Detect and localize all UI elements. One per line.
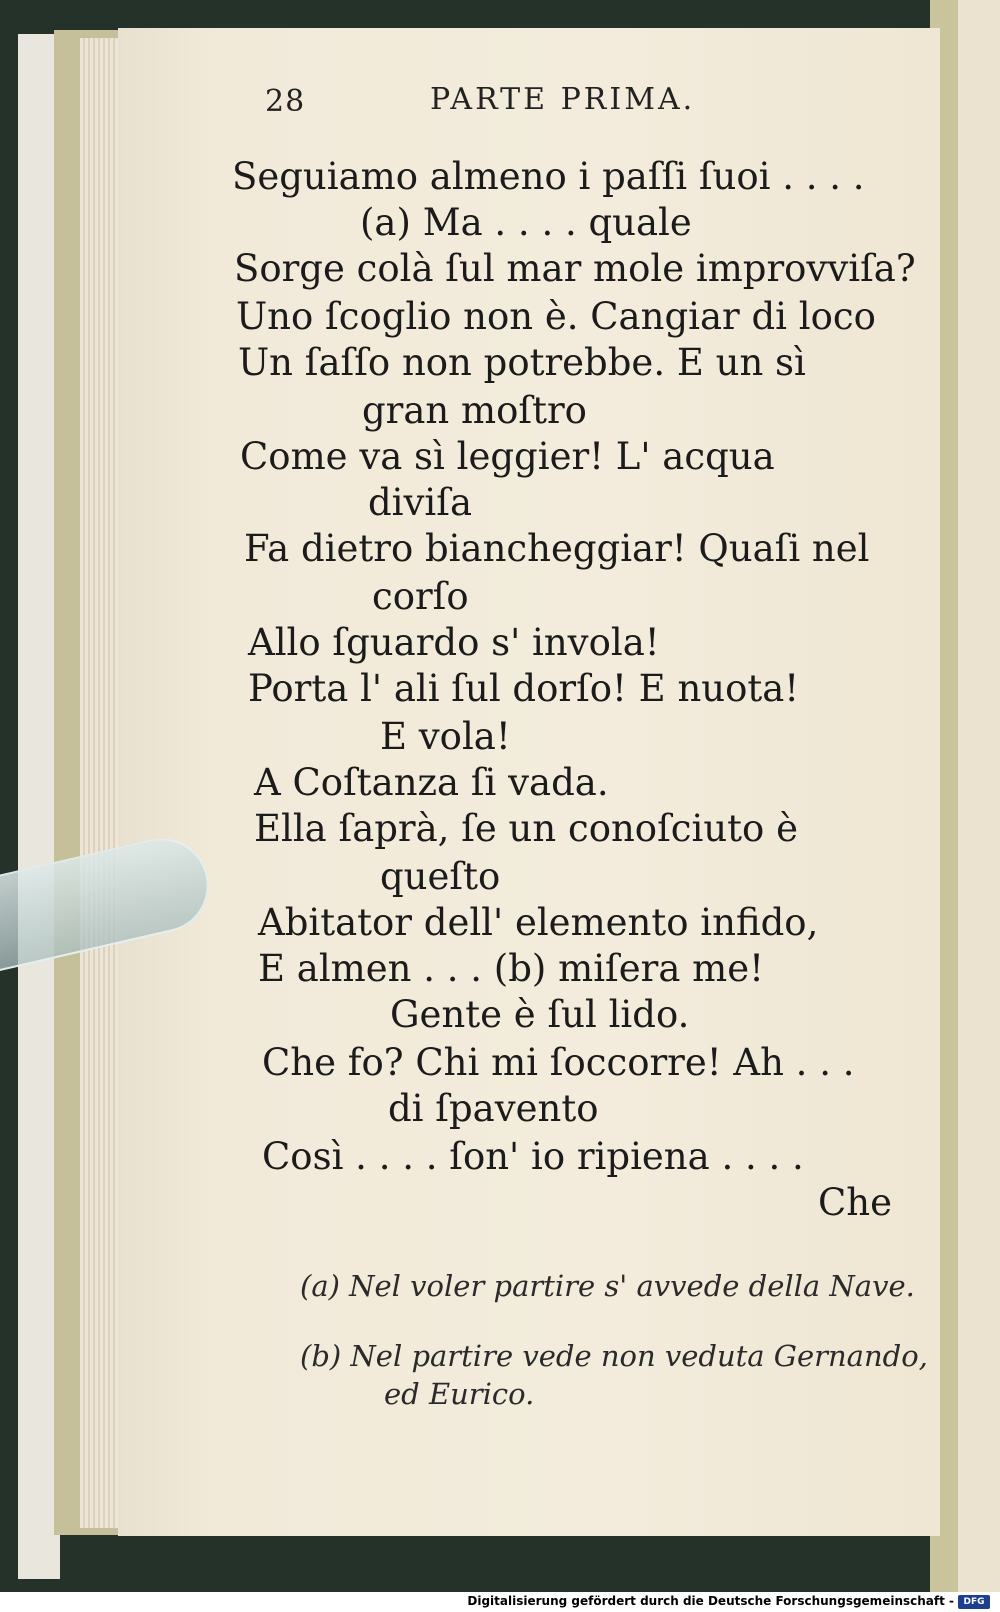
verse-line: Che fo? Chi mi ſoccorre! Ah . . .	[262, 1041, 855, 1084]
verse-line: Ella ſaprà, ſe un conoſciuto è	[254, 807, 798, 850]
verse-line: Come va sì leggier! L' acqua	[240, 435, 775, 478]
verse-line: corſo	[372, 575, 469, 618]
catchword: Che	[818, 1181, 893, 1224]
verse-line: di ſpavento	[388, 1087, 599, 1130]
verse-line: Fa dietro biancheggiar! Quaſi nel	[244, 527, 870, 570]
verse-line: Gente è ſul lido.	[390, 993, 690, 1036]
running-title: PARTE PRIMA.	[430, 82, 696, 117]
verse-line: (a) Ma . . . . quale	[360, 201, 692, 244]
verse-line: Così . . . . ſon' io ripiena . . . .	[262, 1135, 804, 1178]
verse-line: E almen . . . (b) miſera me!	[258, 947, 764, 990]
funding-footer	[0, 1592, 1000, 1612]
verse-line: Uno ſcoglio non è. Cangiar di loco	[236, 295, 876, 338]
verse-line: Seguiamo almeno i paſſi ſuoi . . . .	[232, 155, 865, 198]
verse-line: Allo ſguardo s' invola!	[248, 621, 660, 664]
funding-text: Digitalisierung gefördert durch die Deutsche Forschungsgemeinschaft -	[467, 1594, 954, 1608]
verse-line: queſto	[380, 855, 501, 898]
verse-line: A Coſtanza ſi vada.	[254, 761, 609, 804]
verse-line: Sorge colà ſul mar mole improvviſa?	[234, 247, 916, 290]
dfg-logo-icon: DFG	[958, 1595, 990, 1609]
footnote-b-continuation: ed Eurico.	[384, 1377, 535, 1411]
verse-line: Un ſaſſo non potrebbe. E un sì	[238, 341, 806, 384]
page-number: 28	[265, 84, 306, 119]
verse-line: diviſa	[368, 481, 473, 524]
footnote-a: (a) Nel voler partire s' avvede della Nave.	[300, 1269, 915, 1303]
footnote-b: (b) Nel partire vede non veduta Gernando,	[300, 1339, 928, 1373]
verse-line: Abitator dell' elemento infido,	[258, 901, 819, 944]
verse-line: E vola!	[380, 715, 511, 758]
verse-line: Porta l' ali ſul dorſo! E nuota!	[248, 667, 800, 710]
verse-line: gran moſtro	[362, 389, 587, 432]
